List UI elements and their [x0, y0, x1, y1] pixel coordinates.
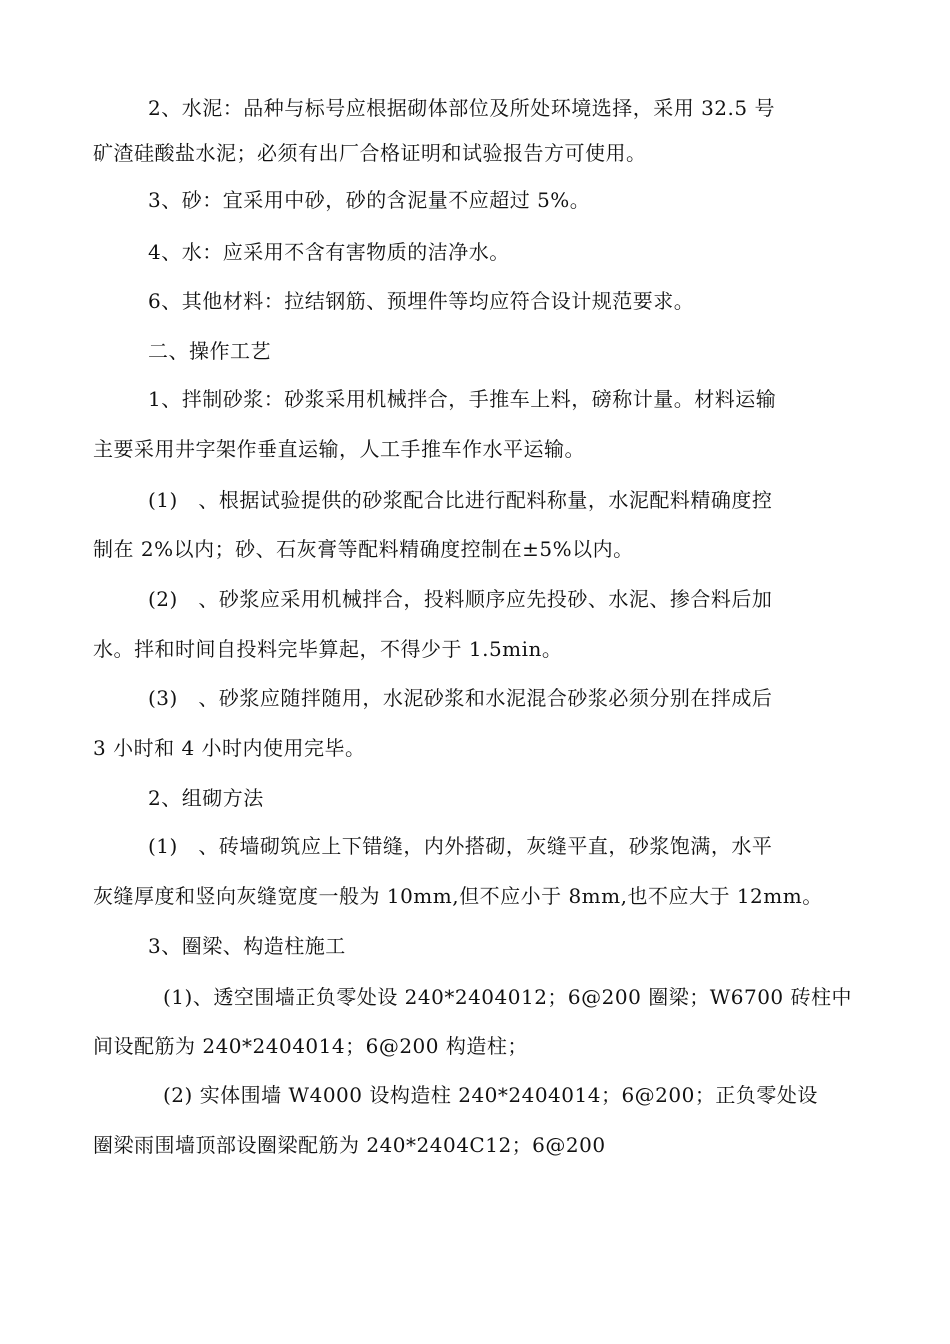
text-line: 1、拌制砂浆：砂浆采用机械拌合，手推车上料，磅称计量。材料运输: [148, 387, 777, 411]
text-line: (1) 、砖墙砌筑应上下错缝，内外搭砌，灰缝平直，砂浆饱满，水平: [148, 834, 773, 858]
section-heading: 3、圈梁、构造柱施工: [148, 934, 346, 958]
text-line: 水。拌和时间自投料完毕算起，不得少于 1.5min。: [93, 637, 563, 661]
text-line: (1) 、根据试验提供的砂浆配合比进行配料称量，水泥配料精确度控: [148, 488, 773, 512]
text-line: 间设配筋为 240*2404014；6@200 构造柱；: [93, 1034, 528, 1058]
text-line: (1)、透空围墙正负零处设 240*2404012；6@200 圈梁；W6700 砖柱中: [163, 985, 853, 1009]
text-line: 圈梁雨围墙顶部设圈梁配筋为 240*2404C12；6@200: [93, 1133, 606, 1157]
text-line: 4、水：应采用不含有害物质的洁净水。: [148, 240, 510, 264]
text-line: (2) 、砂浆应采用机械拌合，投料顺序应先投砂、水泥、掺合料后加: [148, 587, 773, 611]
text-line: 矿渣硅酸盐水泥；必须有出厂合格证明和试验报告方可使用。: [93, 141, 647, 165]
section-heading: 二、操作工艺: [148, 339, 271, 363]
text-line: 主要采用井字架作垂直运输，人工手推车作水平运输。: [93, 437, 585, 461]
text-line: 制在 2%以内；砂、石灰膏等配料精确度控制在±5%以内。: [93, 537, 634, 561]
text-line: 3 小时和 4 小时内使用完毕。: [93, 736, 366, 760]
text-line: (3) 、砂浆应随拌随用，水泥砂浆和水泥混合砂浆必须分别在拌成后: [148, 686, 773, 710]
text-line: (2) 实体围墙 W4000 设构造柱 240*2404014；6@200；正负零处设: [163, 1083, 818, 1107]
text-line: 2、水泥：品种与标号应根据砌体部位及所处环境选择，采用 32.5 号: [148, 96, 775, 120]
text-line: 6、其他材料：拉结钢筋、预埋件等均应符合设计规范要求。: [148, 289, 695, 313]
text-line: 3、砂：宜采用中砂，砂的含泥量不应超过 5%。: [148, 188, 591, 212]
section-heading: 2、组砌方法: [148, 786, 264, 810]
text-line: 灰缝厚度和竖向灰缝宽度一般为 10mm,但不应小于 8mm,也不应大于 12mm。: [93, 884, 823, 908]
